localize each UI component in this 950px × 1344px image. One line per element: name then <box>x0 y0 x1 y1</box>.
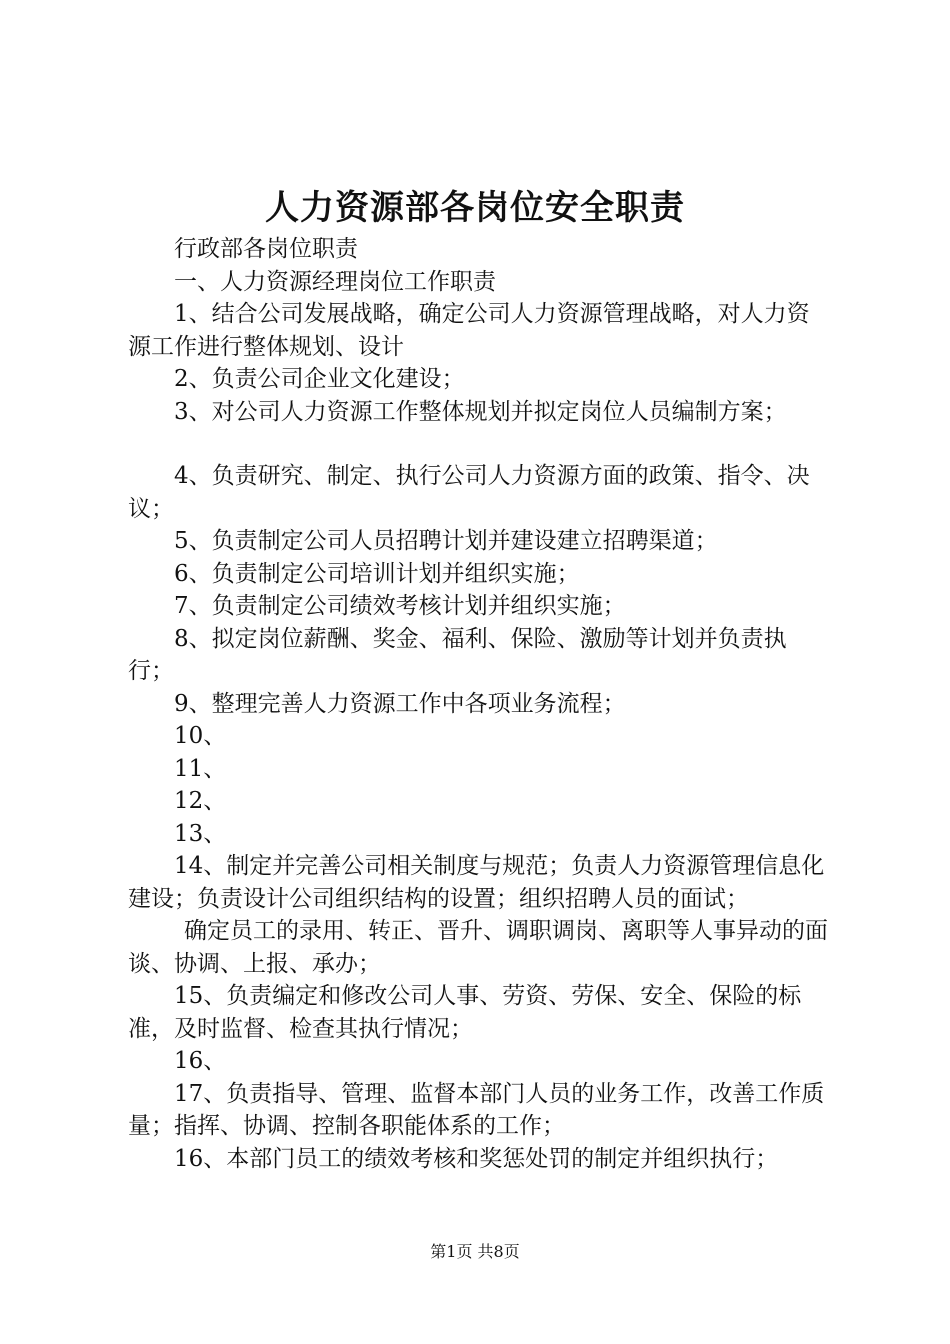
list-item: 13、 <box>174 820 227 847</box>
list-item: 8、拟定岗位薪酬、奖金、福利、保险、激励等计划并负责执行； <box>128 625 787 684</box>
list-item: 3、对公司人力资源工作整体规划并拟定岗位人员编制方案； <box>174 398 787 425</box>
page-footer: 第1页 共8页 <box>430 1242 520 1261</box>
section-heading: 行政部各岗位职责 <box>174 236 358 262</box>
list-item: 12、 <box>174 788 227 814</box>
list-item: 16、 <box>174 1048 227 1074</box>
list-item: 10、 <box>174 723 227 749</box>
list-item: 14、制定并完善公司相关制度与规范；负责人力资源管理信息化建设；负责设计公司组织结构的设置；组织招聘人员的面试； <box>128 853 825 912</box>
list-item: 1、结合公司发展战略，确定公司人力资源管理战略，对人力资源工作进行整体规划、设计 <box>128 301 810 360</box>
list-item: 15、负责编定和修改公司人事、劳资、劳保、安全、保险的标准，及时监督、检查其执行情况； <box>128 983 802 1042</box>
list-item: 7、负责制定公司绩效考核计划并组织实施； <box>174 593 626 619</box>
list-item: 9、整理完善人力资源工作中各项业务流程； <box>174 690 626 717</box>
list-item: 6、负责制定公司培训计划并组织实施； <box>174 560 580 587</box>
list-item: 16、本部门员工的绩效考核和奖惩处罚的制定并组织执行； <box>174 1145 779 1172</box>
subsection-heading: 一、人力资源经理岗位工作职责 <box>174 268 496 295</box>
list-item: 5、负责制定公司人员招聘计划并建设建立招聘渠道； <box>174 528 718 554</box>
list-item: 11、 <box>174 755 227 782</box>
document-body <box>128 233 828 1175</box>
list-item: 4、负责研究、制定、执行公司人力资源方面的政策、指令、决议； <box>128 463 810 522</box>
page-title: 人力资源部各岗位安全职责 <box>265 188 685 228</box>
list-item-continuation: 确定员工的录用、转正、晋升、调职调岗、离职等人事异动的面谈、协调、上报、承办； <box>128 918 828 977</box>
list-item: 17、负责指导、管理、监督本部门人员的业务工作，改善工作质量；指挥、协调、控制各职能体系的工作； <box>128 1080 825 1139</box>
list-item: 2、负责公司企业文化建设； <box>174 366 465 392</box>
